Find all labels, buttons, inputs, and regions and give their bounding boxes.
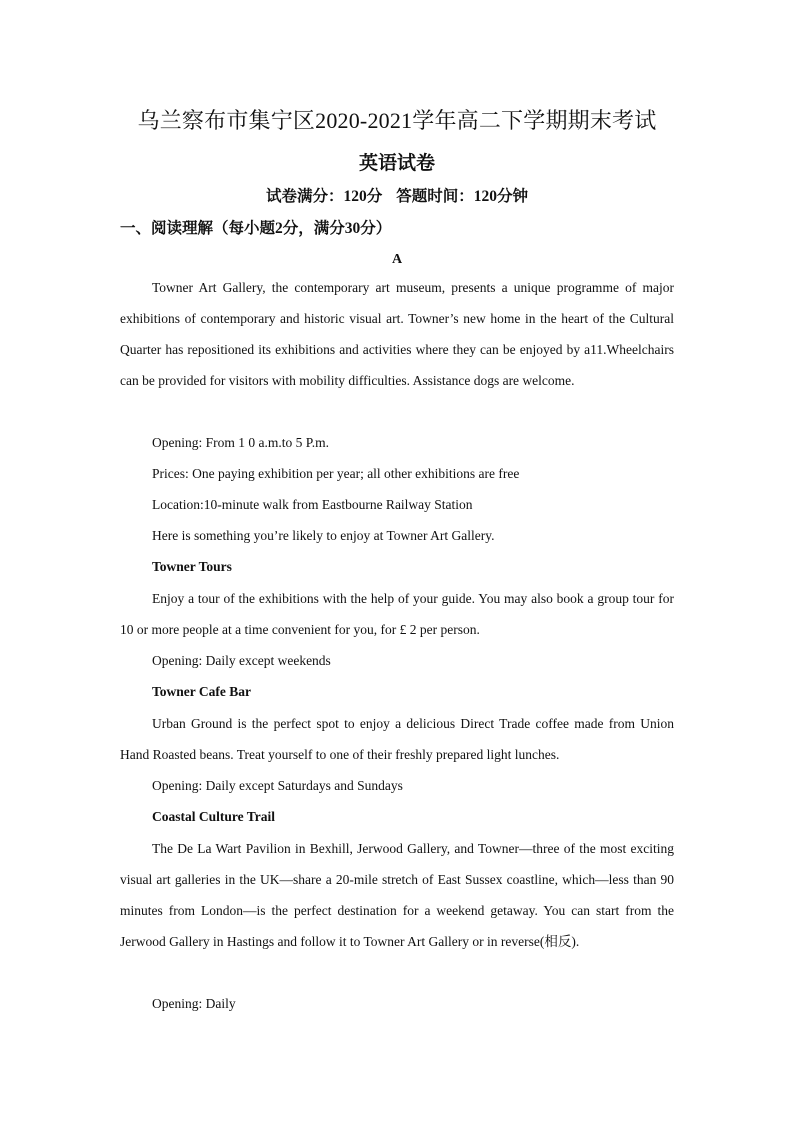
tours-text: Enjoy a tour of the exhibitions with the help of your guide. You may also book a group tour for 10 or more people at a time convenient for you, for £ 2 per person. [120,591,674,637]
exam-meta [0,184,794,206]
tours-heading: Towner Tours [152,559,232,574]
trail-text: The De La Wart Pavilion in Bexhill, Jerwood Gallery, and Towner—three of the most exciting visual art galleries in the UK—share a 20-mile stretch of East Sussex coastline, which—less than 90 minutes from London—is the perfect destination for a weekend getaway. You can start from the Jerwood Gallery in Hastings and follow it to Towner Art Gallery or in reverse(相反). [120,841,674,949]
passage-letter: A [391,252,403,267]
score-info: 试卷满分：120分 [265,188,383,205]
cafe-heading: Towner Cafe Bar [152,684,251,699]
opening-hours: Opening: From 1 0 a.m.to 5 P.m. [152,435,330,450]
trail-opening: Opening: Daily [152,996,236,1011]
location: Location:10-minute walk from Eastbourne Railway Station [152,497,473,512]
passage-intro: Towner Art Gallery, the contemporary art museum, presents a unique programme of major exhibitions of contemporary and historic visual art. Towner’s new home in the heart of the Cultural Quarter has repositioned its exhibitions and activities where they can be enjoyed by a11.Wheelchairs can be provided for visitors with mobility difficulties. Assistance dogs are welcome. [120,280,674,388]
tours-opening: Opening: Daily except weekends [152,653,331,668]
exam-subtitle: 英语试卷 [358,153,435,174]
lead-in: Here is something you’re likely to enjoy at Towner Art Gallery. [152,528,495,543]
exam-title: 乌兰察布市集宁区2020-2021学年高二下学期期末考试 [137,108,657,133]
time-info: 答题时间：120分钟 [396,188,529,205]
cafe-opening: Opening: Daily except Saturdays and Sundays [152,778,403,793]
cafe-text: Urban Ground is the perfect spot to enjoy a delicious Direct Trade coffee made from Union Hand Roasted beans. Treat yourself to one of their freshly prepared light lunches. [120,716,674,762]
prices: Prices: One paying exhibition per year; all other exhibitions are free [152,466,520,481]
trail-heading: Coastal Culture Trail [152,809,276,824]
section-title: 一、阅读理解（每小题2分，满分30分） [120,220,392,237]
